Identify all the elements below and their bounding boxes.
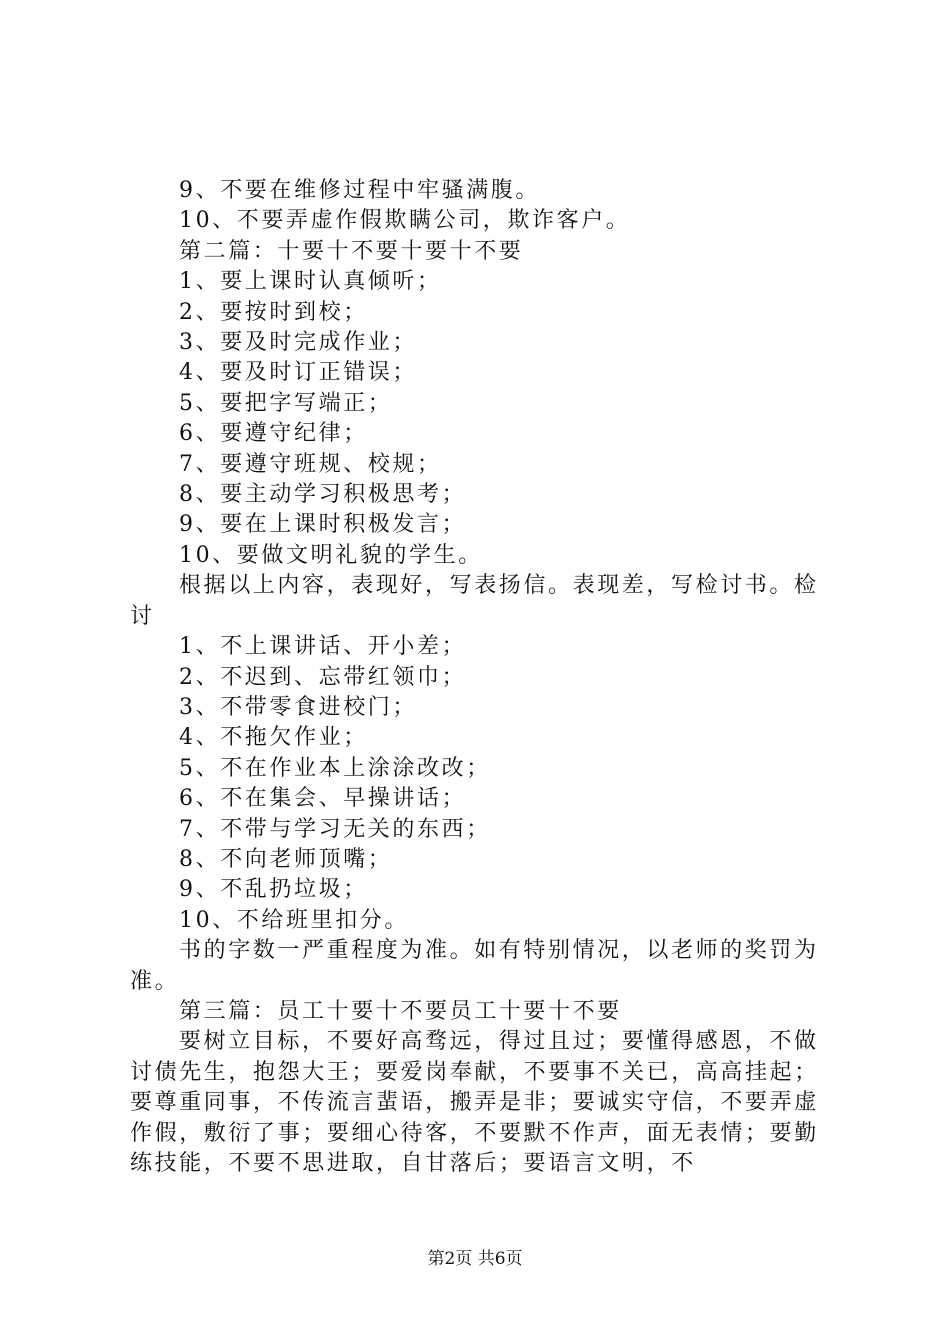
page-footer: 第2页 共6页 <box>427 1249 523 1269</box>
list-item: 5、不在作业本上涂涂改改； <box>179 755 491 781</box>
list-item: 9、不乱扔垃圾； <box>179 877 368 903</box>
paragraph: 9、不要在维修过程中牢骚满腹。 <box>179 178 540 203</box>
list-item: 1、要上课时认真倾听； <box>179 269 442 295</box>
list-item: 3、不带零食进校门； <box>179 694 417 720</box>
list-item: 6、不在集会、早操讲话； <box>179 786 467 812</box>
list-item: 7、不带与学习无关的东西； <box>179 816 491 842</box>
section-heading: 第三篇：员工十要十不要员工十要十不要 <box>179 998 622 1024</box>
paragraph: 10、不要弄虚作假欺瞒公司，欺诈客户。 <box>179 208 631 234</box>
list-item: 3、要及时完成作业； <box>179 330 417 356</box>
list-item: 2、不迟到、忘带红领巾； <box>179 664 467 690</box>
list-item: 8、要主动学习积极思考； <box>179 482 467 508</box>
list-item: 10、不给班里扣分。 <box>179 907 409 933</box>
paragraph: 要树立目标，不要好高骛远，得过且过；要懂得感恩，不做讨债先生，抱怨大王；要爱岗奉献，不要事不关已，高高挂起；要尊重同事，不传流言蜚语，搬弄是非；要诚实守信，不要弄虚作假，敷衍了事；要细心待客，不要默不作声，面无表情；要勤练技能，不要不思进取，自甘落后；要语言文明，不 <box>130 1029 819 1176</box>
list-item: 8、不向老师顶嘴； <box>179 846 393 872</box>
list-item: 4、要及时订正错误； <box>179 360 417 386</box>
list-item: 7、要遵守班规、校规； <box>179 451 442 477</box>
list-item: 4、不拖欠作业； <box>179 725 368 751</box>
document-body <box>130 176 832 1179</box>
list-item: 1、不上课讲话、开小差； <box>179 634 467 660</box>
paragraph: 书的字数一严重程度为准。如有特别情况，以老师的奖罚为准。 <box>130 938 819 994</box>
list-item: 2、要按时到校； <box>179 299 368 325</box>
section-heading: 第二篇：十要十不要十要十不要 <box>179 238 524 264</box>
paragraph: 根据以上内容，表现好，写表扬信。表现差，写检讨书。检讨 <box>130 573 819 629</box>
list-item: 9、要在上课时积极发言； <box>179 512 467 538</box>
list-item: 6、要遵守纪律； <box>179 421 368 447</box>
list-item: 10、要做文明礼貌的学生。 <box>179 542 483 568</box>
list-item: 5、要把字写端正； <box>179 390 393 416</box>
